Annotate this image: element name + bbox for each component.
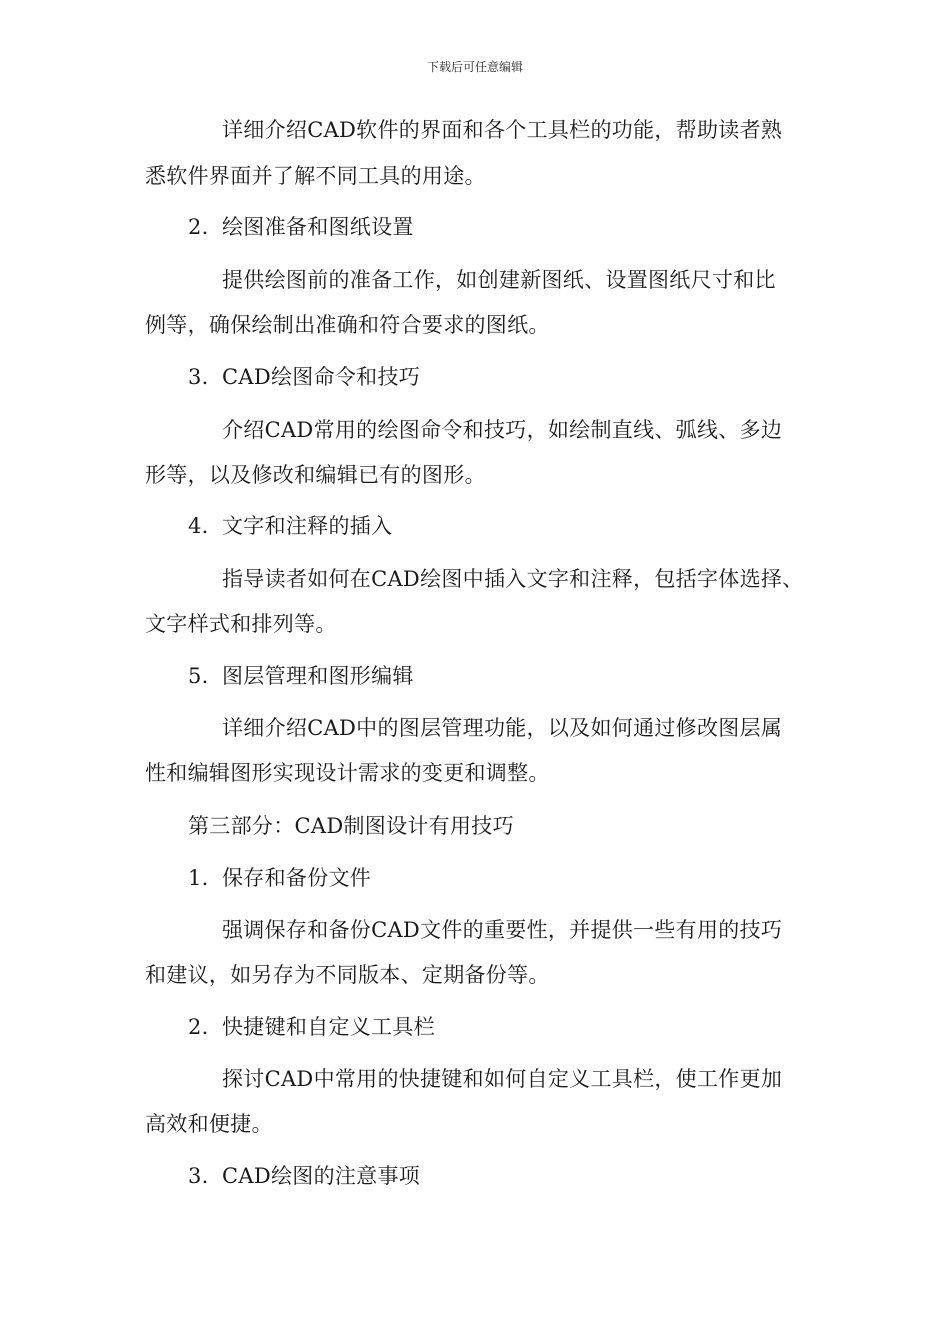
- paragraph-line: 强调保存和备份CAD文件的重要性，并提供一些有用的技巧: [222, 918, 783, 942]
- heading-text: CAD绘图的注意事项: [222, 1164, 421, 1188]
- numbered-heading: [188, 213, 414, 241]
- numbered-heading: [188, 512, 392, 540]
- paragraph-line: 介绍CAD常用的绘图命令和技巧，如绘制直线、弧线、多边: [222, 418, 783, 442]
- numbered-heading: [188, 363, 420, 391]
- paragraph-line: 例等，确保绘制出准确和符合要求的图纸。: [145, 313, 550, 337]
- paragraph-line: 和建议，如另存为不同版本、定期备份等。: [145, 963, 550, 987]
- paragraph-line: 形等，以及修改和编辑已有的图形。: [145, 463, 486, 487]
- paragraph-line: 详细介绍CAD中的图层管理功能，以及如何通过修改图层属: [222, 716, 783, 740]
- list-number: 4.: [188, 514, 209, 538]
- page-header: 下载后可任意编辑: [426, 60, 523, 74]
- paragraph-line: 文字样式和排列等。: [145, 612, 337, 636]
- paragraph-line: 指导读者如何在CAD绘图中插入文字和注释，包括字体选择、: [222, 567, 804, 591]
- heading-text: 保存和备份文件: [222, 866, 372, 890]
- heading-text: 快捷键和自定义工具栏: [222, 1015, 435, 1039]
- numbered-heading: [188, 1013, 435, 1041]
- heading-text: 图层管理和图形编辑: [222, 664, 414, 688]
- paragraph-line: 性和编辑图形实现设计需求的变更和调整。: [145, 761, 550, 785]
- paragraph-line: 探讨CAD中常用的快捷键和如何自定义工具栏，使工作更加: [222, 1067, 783, 1091]
- numbered-heading: [188, 864, 371, 892]
- list-number: 2.: [188, 215, 209, 239]
- numbered-heading: [188, 662, 414, 690]
- list-number: 3.: [188, 365, 209, 389]
- paragraph-line: 详细介绍CAD软件的界面和各个工具栏的功能，帮助读者熟: [222, 118, 783, 142]
- list-number: 2.: [188, 1015, 209, 1039]
- heading-text: 文字和注释的插入: [222, 514, 393, 538]
- section-heading: 第三部分：CAD制图设计有用技巧: [188, 814, 514, 838]
- list-number: 3.: [188, 1164, 209, 1188]
- paragraph-line: 高效和便捷。: [145, 1112, 273, 1136]
- list-number: 1.: [188, 866, 209, 890]
- list-number: 5.: [188, 664, 209, 688]
- paragraph-line: 提供绘图前的准备工作，如创建新图纸、设置图纸尺寸和比: [222, 268, 776, 292]
- numbered-heading: [188, 1162, 420, 1190]
- heading-text: 绘图准备和图纸设置: [222, 215, 414, 239]
- heading-text: CAD绘图命令和技巧: [222, 365, 421, 389]
- paragraph-line: 悉软件界面并了解不同工具的用途。: [145, 164, 486, 188]
